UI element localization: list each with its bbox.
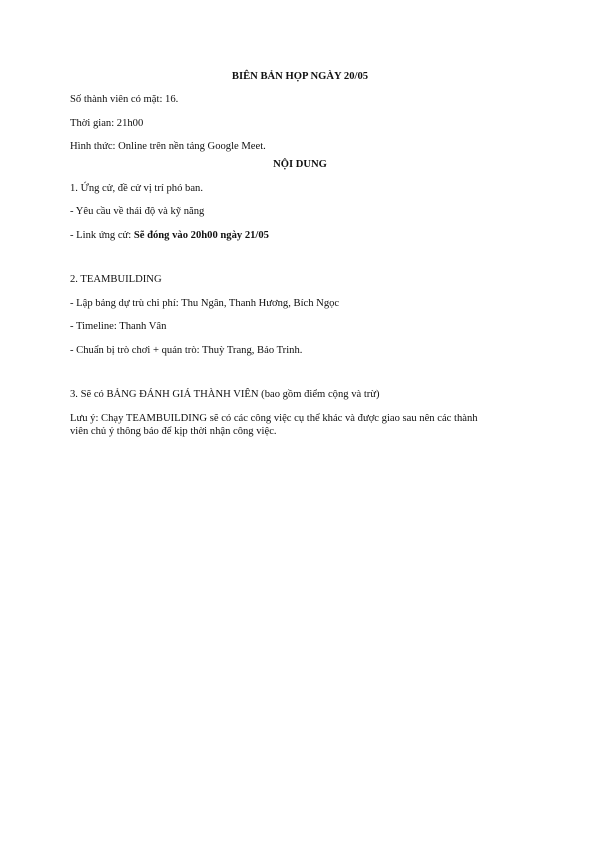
document-body <box>70 70 530 439</box>
section1-item-application-link <box>70 229 530 242</box>
spacer <box>70 252 530 273</box>
section1-heading: 1. Ứng cử, đề cử vị trí phó ban. <box>70 182 203 194</box>
meeting-time: Thời gian: 21h00 <box>70 117 144 129</box>
members-present: Số thành viên có mặt: 16. <box>70 94 179 105</box>
note-line-2: viên chủ ý thông báo để kịp thời nhận công việc. <box>70 426 277 437</box>
content-heading: NỘI DUNG <box>273 159 327 170</box>
application-deadline: Sẽ đóng vào 20h00 ngày 21/05 <box>133 229 269 241</box>
spacer <box>70 367 530 388</box>
section2-item-budget: - Lập bảng dự trù chi phí: Thu Ngân, Thanh Hương, Bích Ngọc <box>70 297 340 309</box>
note-line-1: Lưu ý: Chạy TEAMBUILDING sẽ có các công việc cụ thể khác và được giao sau nên các thành <box>70 412 478 424</box>
application-link-label: - Link ứng cử: <box>70 229 134 241</box>
section3-heading: 3. Sẽ có BẢNG ĐÁNH GIÁ THÀNH VIÊN (bao gồm điểm cộng và trừ) <box>70 389 380 400</box>
section2-heading: 2. TEAMBUILDING <box>70 274 162 285</box>
section2-item-games: - Chuẩn bị trò chơi + quản trò: Thuỳ Trang, Bảo Trinh. <box>70 344 303 356</box>
section1-item-attitude-skills: - Yêu cầu về thái độ và kỹ năng <box>70 206 205 217</box>
meeting-format: Hình thức: Online trên nền tảng Google Meet. <box>70 141 266 152</box>
document-title: BIÊN BẢN HỌP NGÀY 20/05 <box>231 71 369 82</box>
section3-note <box>70 412 530 439</box>
section2-item-timeline: - Timeline: Thanh Vân <box>70 321 167 332</box>
